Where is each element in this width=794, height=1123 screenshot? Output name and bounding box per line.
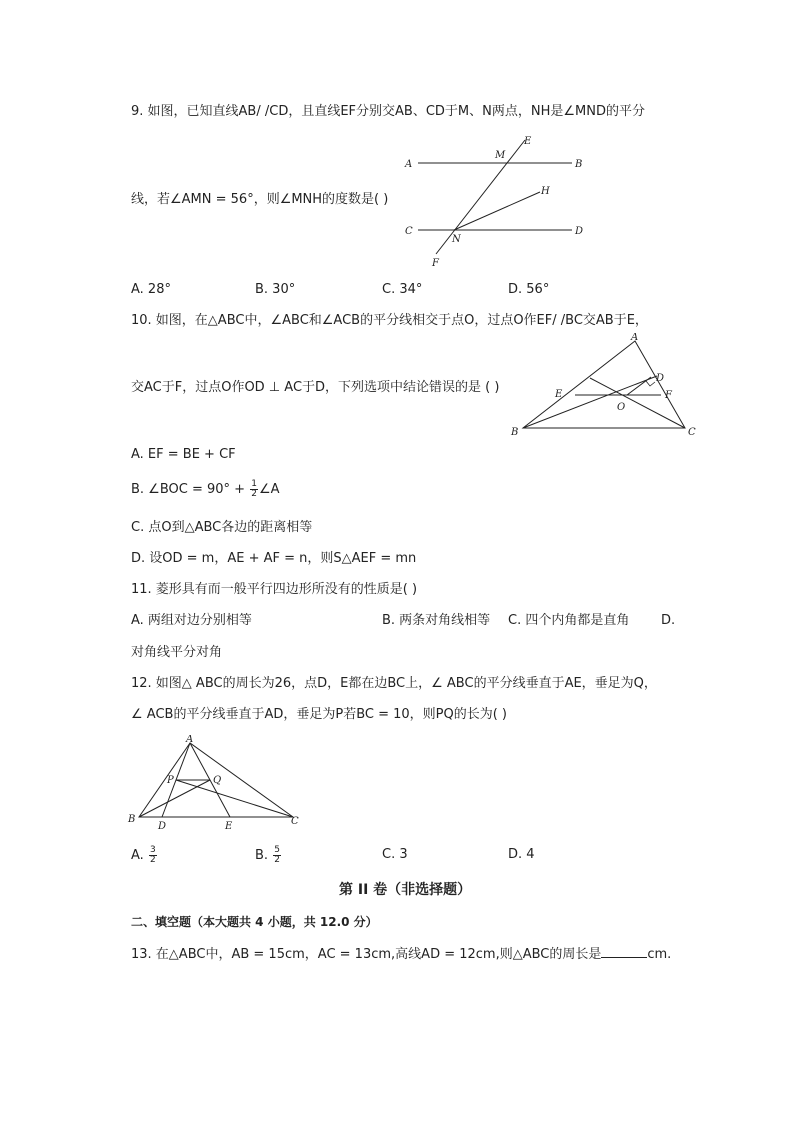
q12-option-d[interactable]: D. 4 [508,847,535,862]
section-subtitle: 二、填空题（本大题共 4 小题，共 12.0 分） [131,915,378,929]
q9-label-e: E [524,136,532,147]
q10-fraction-den: 2 [251,489,257,499]
q10-option-b-prefix: B. ∠BOC = 90° + [131,482,246,497]
q11-option-a[interactable]: A. 两组对边分别相等 [131,613,252,628]
q10-option-a[interactable]: A. EF = BE + CF [131,447,236,462]
q12-a-num: 3 [149,845,156,855]
q10-label-f: F [665,390,672,401]
q12-label-b: B [128,814,136,825]
q10-option-d[interactable]: D. 设OD = m，AE + AF = n，则S△AEF = mn [131,551,417,566]
q10-option-b-fraction [250,480,258,499]
q10-label-d: D [656,373,665,384]
q12-stem-line2: ∠ ACB的平分线垂直于AD，垂足为P若BC = 10，则PQ的长为( ) [131,707,508,722]
q9-label-n: N [452,234,461,245]
q12-option-a-prefix: A. [131,848,144,863]
q12-option-a[interactable] [131,846,158,865]
q10-option-b[interactable] [131,480,280,499]
q9-option-b[interactable]: B. 30° [255,282,296,297]
q10-fraction-num: 1 [251,479,257,489]
q12-bisector-cp [176,780,293,817]
q12-option-a-fraction [149,846,157,865]
q9-label-b: B [575,159,583,170]
q13-stem-text: 13. 在△ABC中，AB = 15cm，AC = 13cm,高线AD = 12cm,则△ABC的周长是 [131,947,602,962]
q12-option-c[interactable]: C. 3 [382,847,408,862]
q10-right-angle-mark [646,381,655,386]
q12-option-b[interactable] [255,846,282,865]
q9-stem-line1: 9. 如图，已知直线AB/ /CD，且直线EF分别交AB、CD于M、N两点，NH是∠MND的平分 [131,104,645,119]
q11-option-d[interactable]: D. [661,613,676,628]
q9-line-ef [436,140,525,254]
q12-label-p: P [167,775,174,786]
q10-option-c[interactable]: C. 点O到△ABC各边的距离相等 [131,520,313,535]
q12-label-q: Q [213,775,222,786]
q13-stem [131,945,671,964]
q11-option-d-continuation: 对角线平分对角 [131,645,223,660]
q9-label-c: C [405,226,413,237]
q12-label-e: E [225,821,233,832]
q10-bisector-bo [523,376,657,428]
q12-label-a: A [186,735,194,745]
q10-figure [505,333,705,441]
q12-option-b-prefix: B. [255,848,269,863]
q12-label-c: C [291,816,299,827]
q10-label-a: A [631,333,639,343]
q9-figure [400,130,590,270]
q10-label-b: B [511,427,519,438]
q12-stem-line1: 12. 如图△ ABC的周长为26，点D，E都在边BC上，∠ ABC的平分线垂直于AE，垂足为Q， [131,676,657,691]
q10-stem-line2: 交AC于F，过点O作OD ⊥ AC于D，下列选项中结论错误的是 ( ) [131,380,500,395]
q10-option-b-suffix: ∠A [258,482,280,497]
q11-option-c[interactable]: C. 四个内角都是直角 [508,613,630,628]
q10-label-c: C [688,427,696,438]
q12-option-b-fraction [273,846,281,865]
q12-b-den: 2 [274,855,280,865]
q12-figure [127,735,307,833]
q9-label-f: F [432,258,439,269]
q11-option-b[interactable]: B. 两条对角线相等 [382,613,491,628]
q12-b-num: 5 [274,845,280,855]
q9-label-m: M [495,150,506,161]
q9-label-d: D [575,226,584,237]
q9-stem-line2: 线，若∠AMN = 56°，则∠MNH的度数是( ) [131,192,389,207]
section-title: 第 II 卷（非选择题） [339,882,472,898]
q9-option-a[interactable]: A. 28° [131,282,171,297]
q9-label-h: H [541,186,550,197]
q11-stem: 11. 菱形具有而一般平行四边形所没有的性质是( ) [131,582,418,597]
q10-label-e: E [555,389,563,400]
q10-stem-line1: 10. 如图，在△ABC中，∠ABC和∠ACB的平分线相交于点O，过点O作EF/ /BC交AB于E， [131,313,648,328]
q9-option-c[interactable]: C. 34° [382,282,423,297]
q10-label-o: O [617,402,626,413]
q9-line-nh [454,192,540,230]
q12-label-d: D [158,821,167,832]
q12-a-den: 2 [149,855,156,865]
q13-unit: cm. [647,947,672,962]
q12-bisector-bq [139,780,210,817]
q13-answer-blank[interactable] [601,945,647,958]
q9-option-d[interactable]: D. 56° [508,282,550,297]
q9-label-a: A [405,159,413,170]
